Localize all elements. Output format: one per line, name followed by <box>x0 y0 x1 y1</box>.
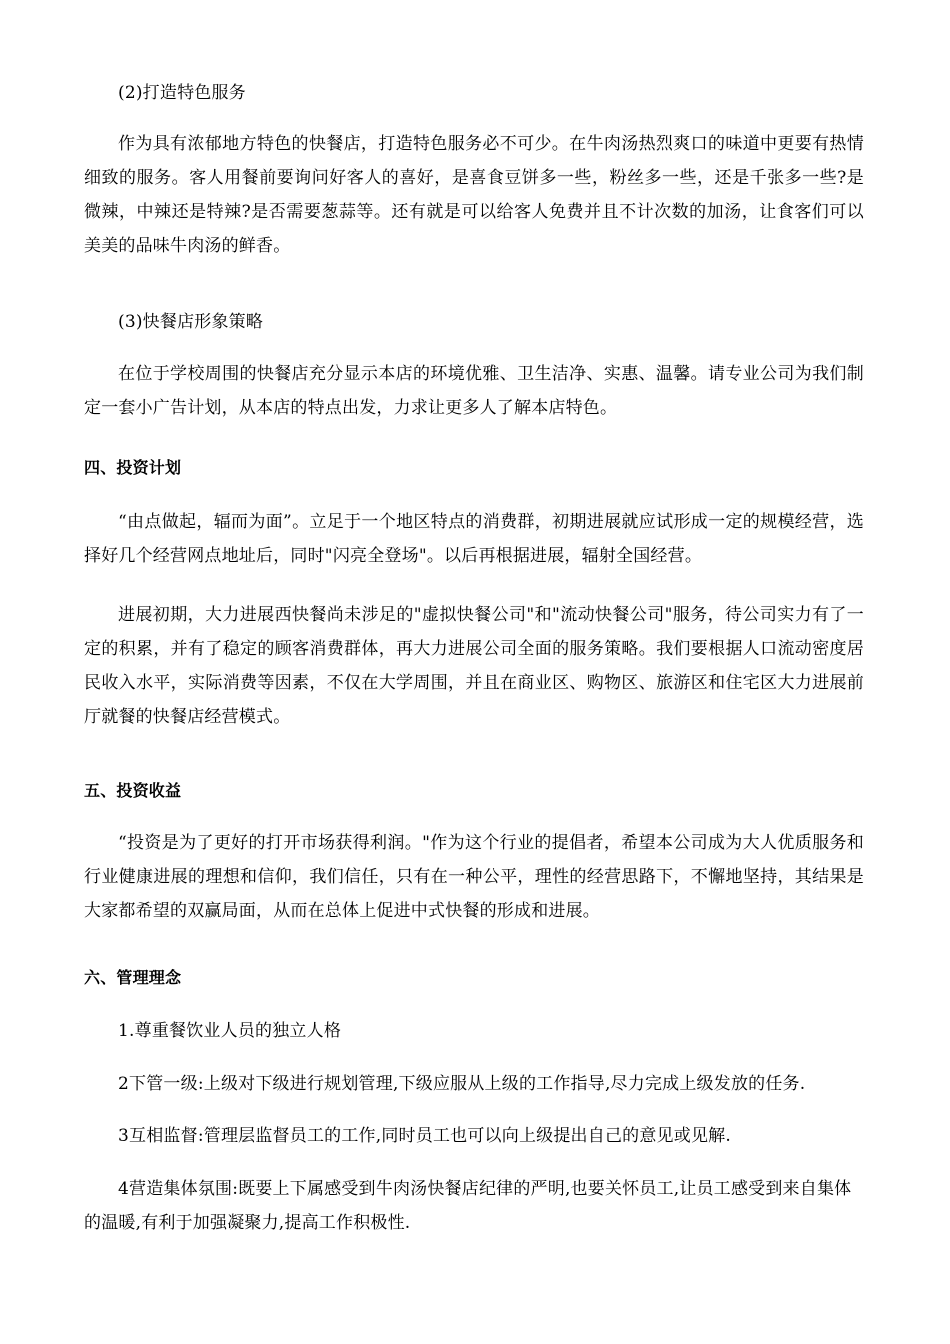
subsection-title-2: (2)打造特色服务 <box>118 83 246 103</box>
heading-investment-plan: 四、投资计划 <box>84 458 182 477</box>
paragraph-investment-return: “投资是为了更好的打开市场获得利润。"作为这个行业的提倡者，希望本公司成为大人优质服务和行业健康进展的理想和信仰，我们信任，只有在一种公平，理性的经营思路下，不懈地坚持，其结果是大家都希望的双赢局面，从而在总体上促进中式快餐的形成和进展。 <box>84 833 864 921</box>
paragraph-image-strategy: 在位于学校周围的快餐店充分显示本店的环境优雅、卫生洁净、实惠、温馨。请专业公司为我们制定一套小广告计划，从本店的特点出发，力求让更多人了解本店特色。 <box>84 364 864 418</box>
paragraph-investment-plan-1: “由点做起，辐而为面”。立足于一个地区特点的消费群，初期进展就应试形成一定的规模经营，选择好几个经营网点地址后，同时"闪亮全登场"。以后再根据进展，辐射全国经营。 <box>84 512 864 566</box>
management-item-4: 4营造集体氛围:既要上下属感受到牛肉汤快餐店纪律的严明,也要关怀员工,让员工感受到来自集体的温暖,有利于加强凝聚力,提高工作积极性. <box>84 1179 852 1233</box>
heading-management-concept: 六、管理理念 <box>84 968 182 987</box>
subsection-title-3: (3)快餐店形象策略 <box>118 312 264 332</box>
paragraph-special-service: 作为具有浓郁地方特色的快餐店，打造特色服务必不可少。在牛肉汤热烈爽口的味道中更要有热情细致的服务。客人用餐前要询问好客人的喜好，是喜食豆饼多一些，粉丝多一些，还是千张多一些?是微辣，中辣还是特辣?是否需要葱蒜等。还有就是可以给客人免费并且不计次数的加汤，让食客们可以美美的品味牛肉汤的鲜香。 <box>84 134 864 256</box>
management-item-2: 2下管一级:上级对下级进行规划管理,下级应服从上级的工作指导,尽力完成上级发放的任务. <box>118 1074 806 1094</box>
paragraph-investment-plan-2: 进展初期，大力进展西快餐尚未涉足的"虚拟快餐公司"和"流动快餐公司"服务，待公司实力有了一定的积累，并有了稳定的顾客消费群体，再大力进展公司全面的服务策略。我们要根据人口流动密度居民收入水平，实际消费等因素，不仅在大学周围，并且在商业区、购物区、旅游区和住宅区大力进展前厅就餐的快餐店经营模式。 <box>84 605 864 727</box>
management-item-1: 1.尊重餐饮业人员的独立人格 <box>118 1021 342 1041</box>
management-item-3: 3互相监督:管理层监督员工的工作,同时员工也可以向上级提出自己的意见或见解. <box>118 1126 731 1146</box>
heading-investment-return: 五、投资收益 <box>84 781 182 800</box>
